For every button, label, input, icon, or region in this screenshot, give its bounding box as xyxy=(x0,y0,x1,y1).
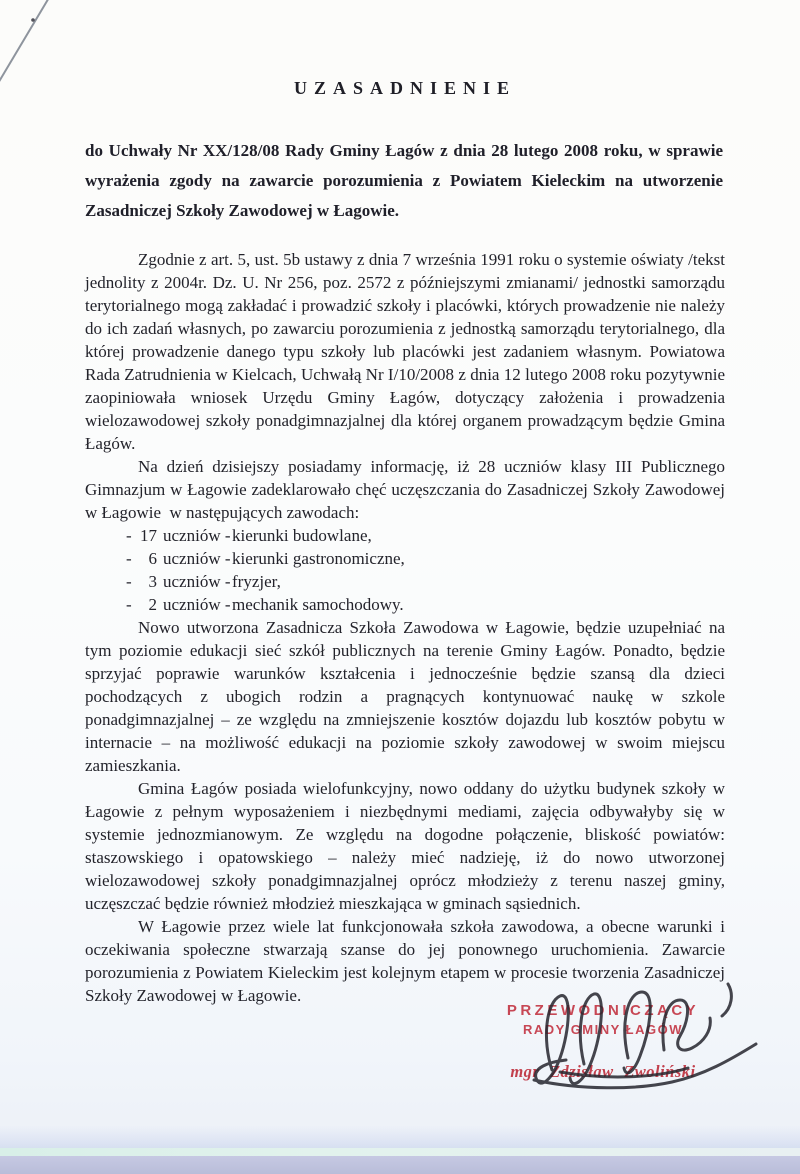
document-title: UZASADNIENIE xyxy=(293,78,517,98)
list-dash: - xyxy=(126,549,132,568)
student-list-item xyxy=(85,593,725,616)
student-list-item xyxy=(85,524,725,547)
student-count: 17 xyxy=(140,526,157,545)
list-dash: - xyxy=(126,572,132,591)
chairman-stamp xyxy=(483,1002,723,1082)
student-list-item xyxy=(85,570,725,593)
stamp-signer-name: mgr Zdzisław Zwoliński xyxy=(510,1062,696,1081)
student-count: 2 xyxy=(148,595,157,614)
intro-paragraph: do Uchwały Nr XX/128/08 Rady Gminy Łagów z dnia 28 lutego 2008 roku, w sprawie wyrażenia zgody na zawarcie porozumienia z Powiatem Kieleckim na utworzenie Zasadniczej Szkoły Zawodowej w Łagowie. xyxy=(85,141,723,220)
body-paragraph-declarations: Na dzień dzisiejszy posiadamy informację, iż 28 uczniów klasy III Publicznego Gimnazjum w Łagowie zadeklarowało chęć uczęszczania do Zasadniczej Szkoły Zawodowej w Łagowie w następujących zawodach: xyxy=(85,457,725,522)
body-paragraph-new-school: Nowo utworzona Zasadnicza Szkoła Zawodowa w Łagowie, będzie uzupełniać na tym poziomie edukacji sieć szkół publicznych na terenie Gminy Łagów. Ponadto, będzie sprzyjać poprawie warunków kształcenia i jednocześnie będzie szansą dla dzieci pochodzących z ubogich rodzin a pragnących kontynuować naukę w szkole ponadgimnazjalnej – ze względu na zmniejszenie kosztów dojazdu lub kosztów pobytu w internacie – na możliwość edukacji na poziomie szkoły zawodowej w swoim miejscu zamieszkania. xyxy=(85,618,725,775)
occupation-label: fryzjer, xyxy=(232,572,281,591)
student-unit: uczniów - xyxy=(163,595,231,614)
document-body xyxy=(85,248,725,1007)
body-paragraph-legal-basis: Zgodnie z art. 5, ust. 5b ustawy z dnia 7 września 1991 roku o systemie oświaty /tekst jednolity z 2004r. Dz. U. Nr 256, poz. 2572 z późniejszymi zmianami/ jednostki samorządu terytorialnego mogą zakładać i prowadzić szkoły i placówki, których prowadzenie nie należy do ich zadań własnych, po zawarciu porozumienia z jednostką samorządu terytorialnego, dla której prowadzenie danego typu szkoły lub placówki jest zadaniem własnym. Powiatowa Rada Zatrudnienia w Kielcach, Uchwałą Nr I/10/2008 z dnia 12 lutego 2008 roku pozytywnie zaopiniowała wniosek Urzędu Gminy Łagów, dotyczący założenia i prowadzenia wielozawodowej szkoły ponadgimnazjalnej dla której organem prowadzącym będzie Gmina Łagów. xyxy=(85,250,725,453)
list-dash: - xyxy=(126,595,132,614)
student-list xyxy=(85,524,725,616)
list-dash: - xyxy=(126,526,132,545)
student-unit: uczniów - xyxy=(163,572,231,591)
stamp-role-line1: PRZEWODNICZĄCY xyxy=(506,1002,700,1019)
stamp-role-line2: RADY GMINY ŁAGÓW xyxy=(522,1022,684,1037)
occupation-label: kierunki gastronomiczne, xyxy=(232,549,405,568)
scan-artifact-band-lavender xyxy=(0,1156,800,1174)
student-unit: uczniów - xyxy=(163,549,231,568)
student-list-item xyxy=(85,547,725,570)
body-paragraph-building: Gmina Łagów posiada wielofunkcyjny, nowo oddany do użytku budynek szkoły w Łagowie z pełnym wyposażeniem i niezbędnymi mediami, zajęcia odbywałyby się w systemie jednozmianowym. Ze względu na dogodne połączenie, bliskość powiatów: staszowskiego i opatowskiego – należy mieć nadzieję, iż do nowo utworzonej wielozawodowej szkoły ponadgimnazjalnej oprócz młodzieży z terenu naszej gminy, uczęszczać będzie również młodzież mieszkająca w gminach sąsiednich. xyxy=(85,779,725,913)
body-paragraph-closing: W Łagowie przez wiele lat funkcjonowała szkoła zawodowa, a obecne warunki i oczekiwania społeczne stwarzają szanse do jej ponownego uruchomienia. Zawarcie porozumienia z Powiatem Kieleckim jest kolejnym etapem w procesie tworzenia Zasadniczej Szkoły Zawodowej w Łagowie. xyxy=(85,917,725,1005)
document-content xyxy=(85,0,725,1007)
occupation-label: mechanik samochodowy. xyxy=(232,595,404,614)
student-count: 6 xyxy=(148,549,157,568)
student-unit: uczniów - xyxy=(163,526,231,545)
student-count: 3 xyxy=(148,572,157,591)
occupation-label: kierunki budowlane, xyxy=(232,526,372,545)
